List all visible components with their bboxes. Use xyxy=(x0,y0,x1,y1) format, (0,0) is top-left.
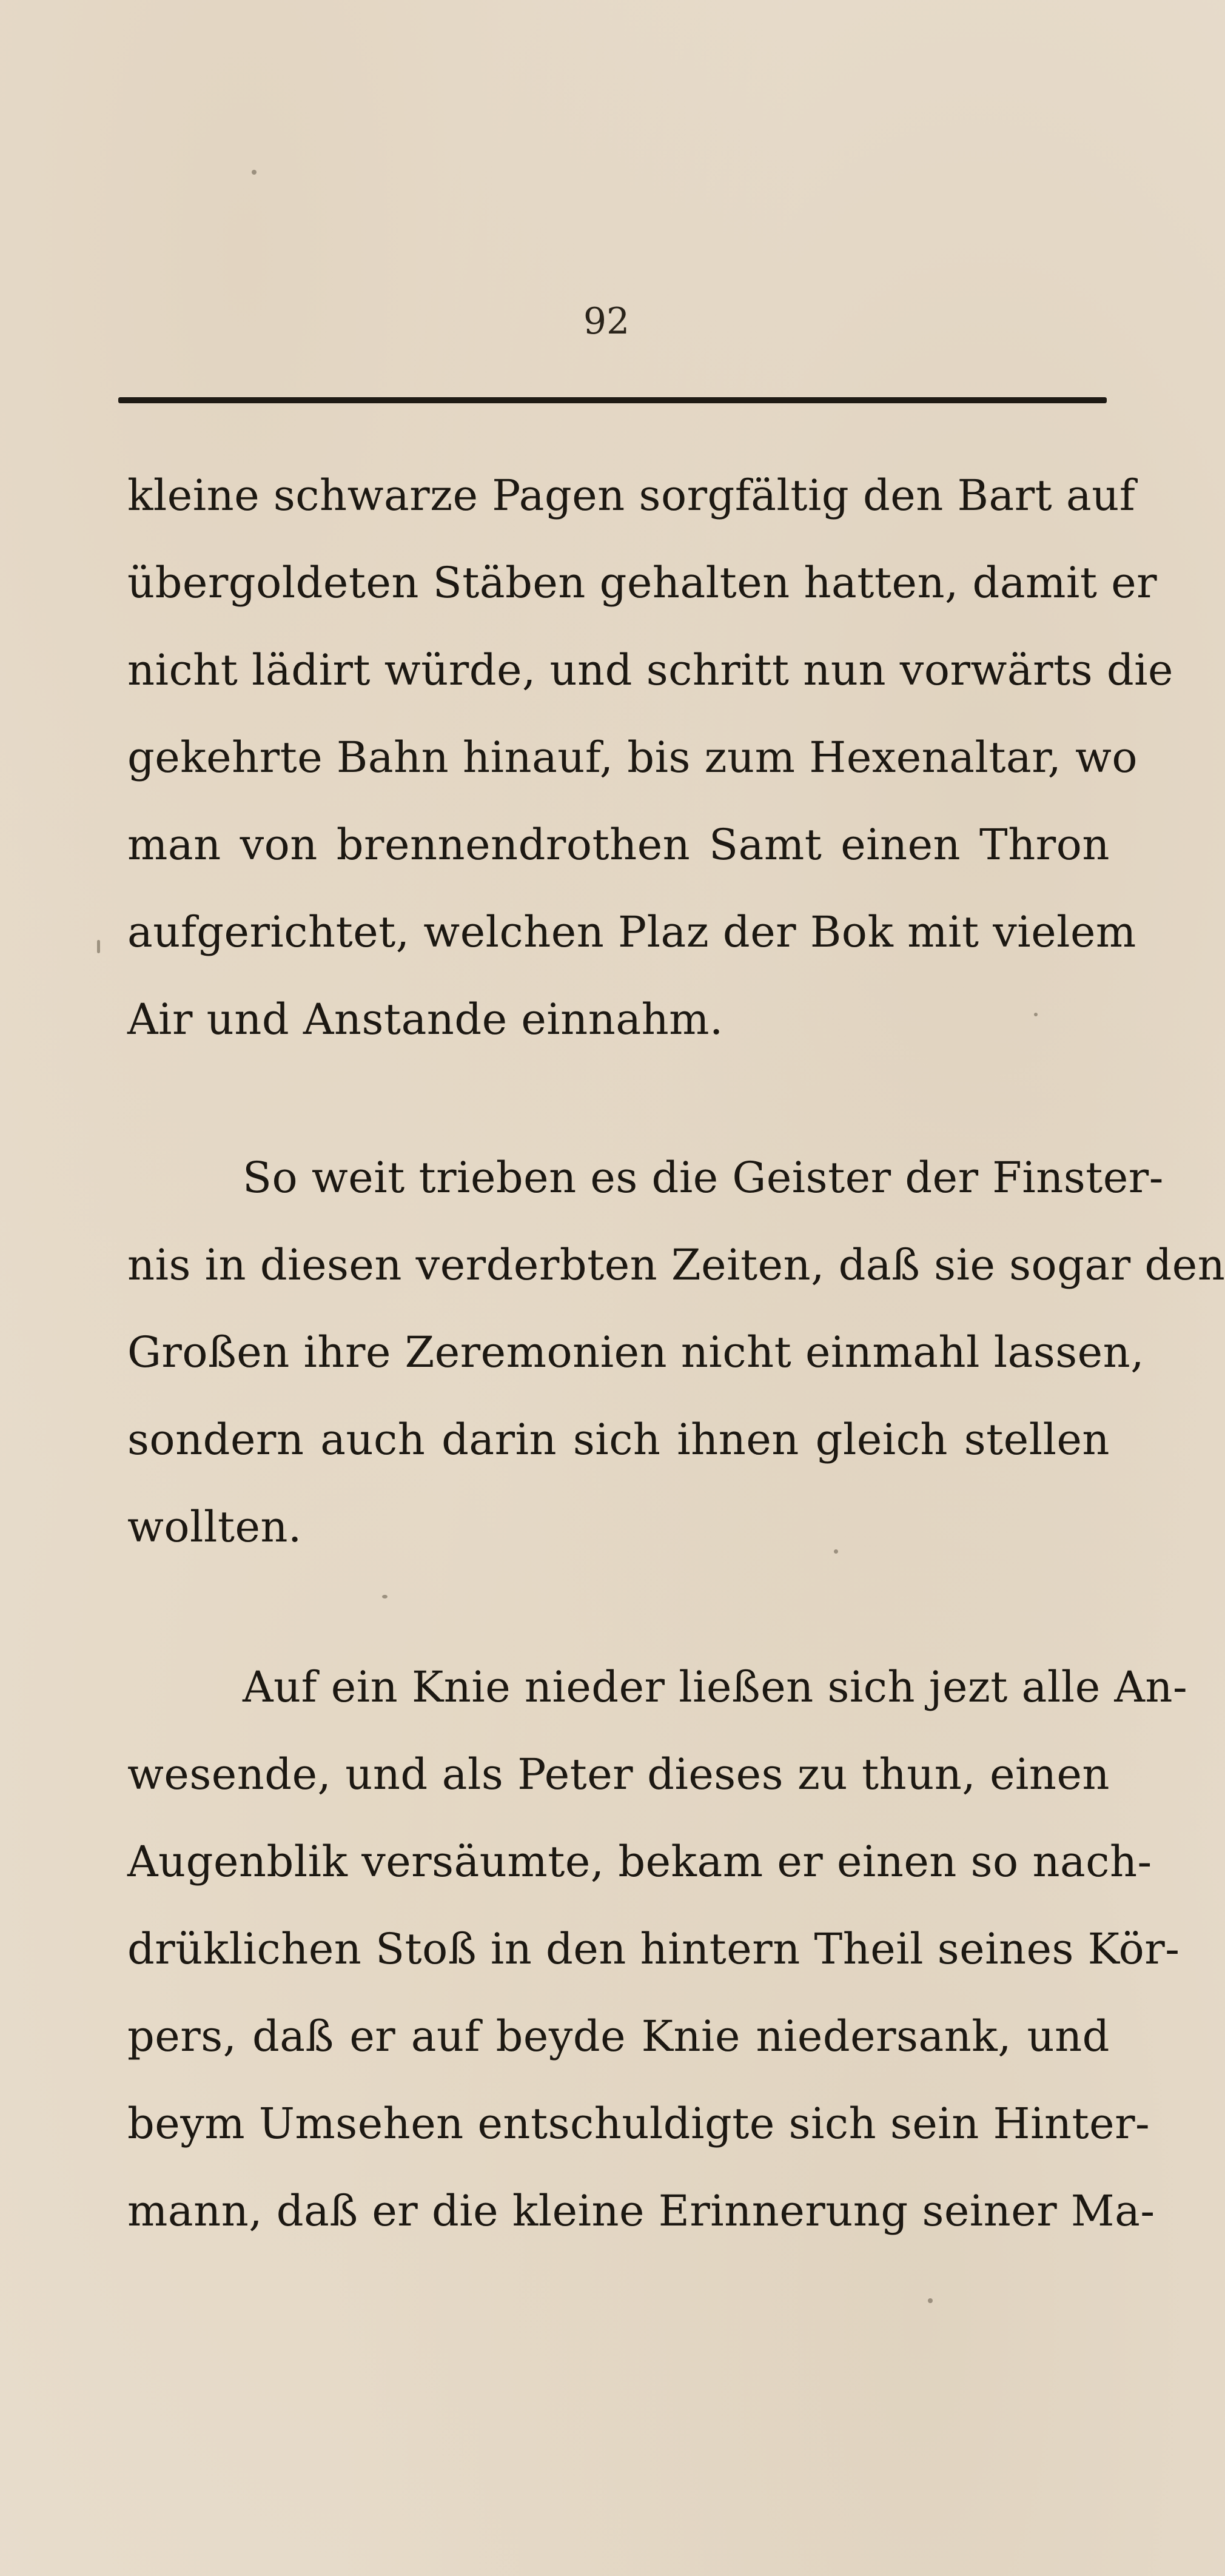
text-line: beym Umsehen entschuldigte sich sein Hinter- xyxy=(127,2099,1150,2148)
text-line: man von brennendrothen Samt einen Thron xyxy=(127,820,1110,870)
paper-speck xyxy=(834,1549,838,1554)
text-line: kleine schwarze Pagen sorgfältig den Bart auf xyxy=(127,471,1136,520)
text-line: So weit trieben es die Geister der Finster- xyxy=(243,1153,1164,1202)
text-line: drüklichen Stoß in den hintern Theil seines Kör- xyxy=(127,1924,1180,1974)
text-line: mann, daß er die kleine Erinnerung seiner Ma- xyxy=(127,2186,1155,2236)
text-line: Air und Anstande einnahm. xyxy=(127,995,723,1044)
page-number: 92 xyxy=(583,300,630,343)
text-line: pers, daß er auf beyde Knie niedersank, und xyxy=(127,2011,1110,2061)
text-line: gekehrte Bahn hinauf, bis zum Hexenaltar, wo xyxy=(127,733,1138,782)
text-line: aufgerichtet, welchen Plaz der Bok mit vielem xyxy=(127,907,1136,957)
text-line: wollten. xyxy=(127,1502,302,1552)
header-rule xyxy=(118,397,1107,403)
text-line: sondern auch darin sich ihnen gleich stellen xyxy=(127,1415,1110,1464)
paragraph-1 xyxy=(127,452,1173,1063)
text-line: Augenblik versäumte, bekam er einen so nach- xyxy=(127,1837,1152,1887)
text-line: übergoldeten Stäben gehalten hatten, damit er xyxy=(127,558,1158,608)
paragraph-3 xyxy=(127,1643,1188,2255)
paper-speck xyxy=(97,940,100,953)
paper-speck xyxy=(1034,1013,1038,1016)
text-line: Auf ein Knie nieder ließen sich jezt alle An- xyxy=(243,1662,1188,1712)
text-line: wesende, und als Peter dieses zu thun, einen xyxy=(127,1749,1110,1799)
text-line: nis in diesen verderbten Zeiten, daß sie sogar den xyxy=(127,1240,1225,1290)
paper-speck xyxy=(928,2298,933,2303)
paragraph-2 xyxy=(127,1134,1225,1571)
text-line: nicht lädirt würde, und schritt nun vorwärts die xyxy=(127,645,1173,695)
paper-speck xyxy=(252,170,257,175)
text-line: Großen ihre Zeremonien nicht einmahl lassen, xyxy=(127,1327,1144,1377)
paper-speck xyxy=(382,1595,388,1598)
